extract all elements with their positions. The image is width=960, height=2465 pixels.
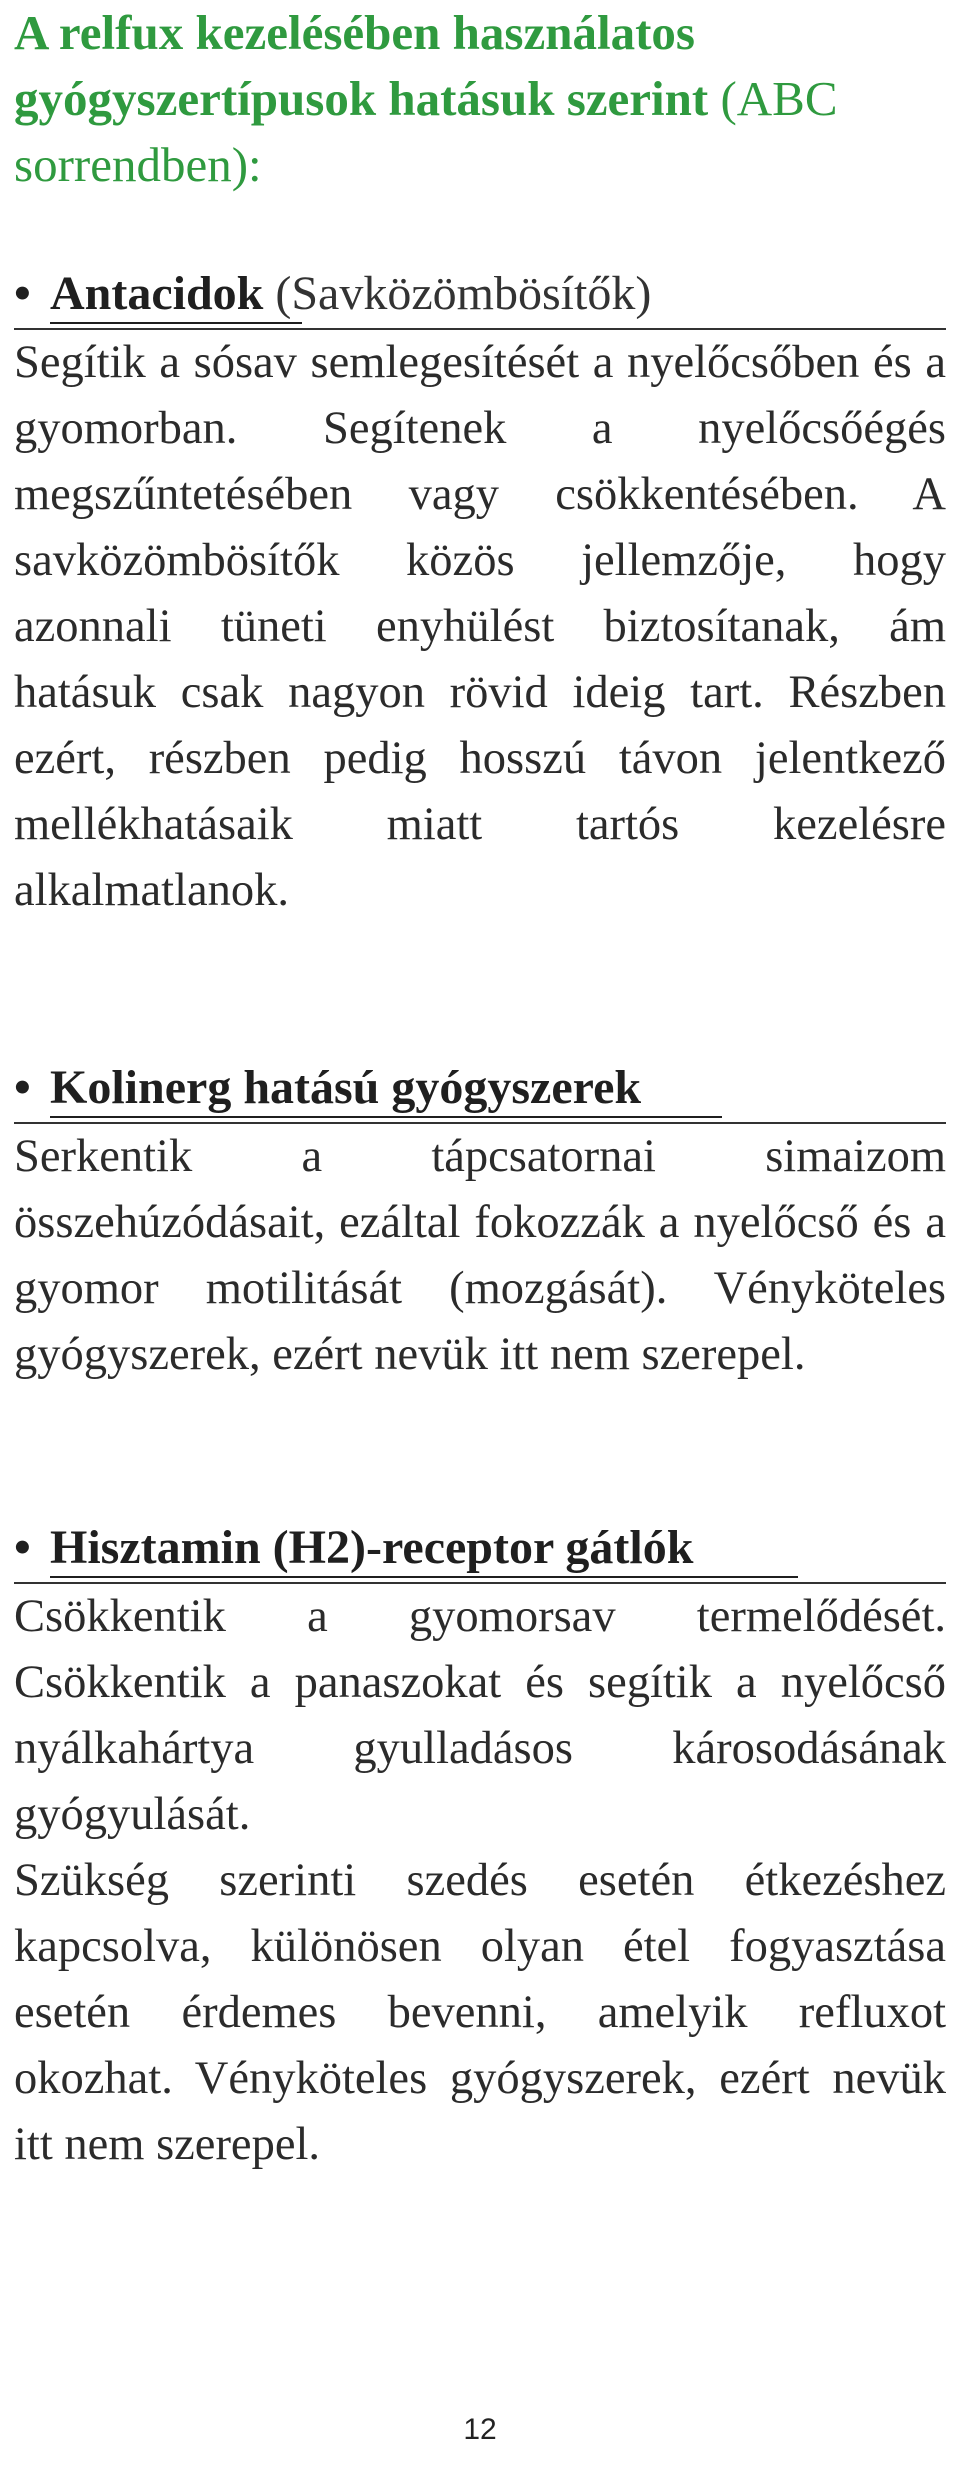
section-title-text: Antacidok xyxy=(50,267,264,320)
section-paragraph: Csökkentik a gyomorsav termelődését. Csökkentik a panaszokat és segítik a nyelőcső nyálkahártya gyulladásos károsodásának gyógyulását. xyxy=(14,1591,946,1840)
section-title-text: Hisztamin (H2)-receptor gátlók xyxy=(50,1521,694,1574)
section-title xyxy=(14,1058,946,1124)
section-paragraph: Szükség szerinti szedés esetén étkezéshez kapcsolva, különösen olyan étel fogyasztása esetén érdemes bevenni, amelyik refluxot okozhat. Vényköteles gyógyszerek, ezért nevük itt nem szerepel. xyxy=(14,1855,946,2170)
bullet-icon: • xyxy=(14,267,31,320)
section-title xyxy=(14,1518,946,1584)
section-paragraph: Segítik a sósav semlegesítését a nyelőcsőben és a gyomorban. Segítenek a nyelőcsőégés megszűntetésében vagy csökkentésében. A savközömbösítők közös jellemzője, hogy azonnali tüneti enyhülést biztosítanak, ám hatásuk csak nagyon rövid ideig tart. Részben ezért, részben pedig hosszú távon jelentkező mellékhatásaik miatt tartós kezelésre alkalmatlanok. xyxy=(14,337,946,916)
section-title xyxy=(14,264,946,330)
section-paragraph: Serkentik a tápcsatornai simaizom összehúzódásait, ezáltal fokozzák a nyelőcső és a gyomor motilitását (mozgását). Vényköteles gyógyszerek, ezért nevük itt nem szerepel. xyxy=(14,1131,946,1380)
section-kolinerg xyxy=(14,1058,946,1388)
page-heading xyxy=(14,0,944,198)
page-number: 12 xyxy=(463,2413,497,2446)
heading-bold-text: A relfux kezelésében használatos gyógyszertípusok hatásuk szerint xyxy=(14,5,709,126)
bullet-icon: • xyxy=(14,1061,31,1114)
section-antacidok xyxy=(14,264,946,924)
heading-normal-text: (ABC sorrendben): xyxy=(14,71,838,192)
title-underline xyxy=(50,1116,722,1118)
section-subtitle-text: (Savközömbösítők) xyxy=(263,267,652,320)
section-title-text: Kolinerg hatású gyógyszerek xyxy=(50,1061,642,1114)
title-underline xyxy=(50,1576,798,1578)
section-hisztamin xyxy=(14,1518,946,2178)
bullet-icon: • xyxy=(14,1521,31,1574)
title-underline xyxy=(50,322,302,324)
